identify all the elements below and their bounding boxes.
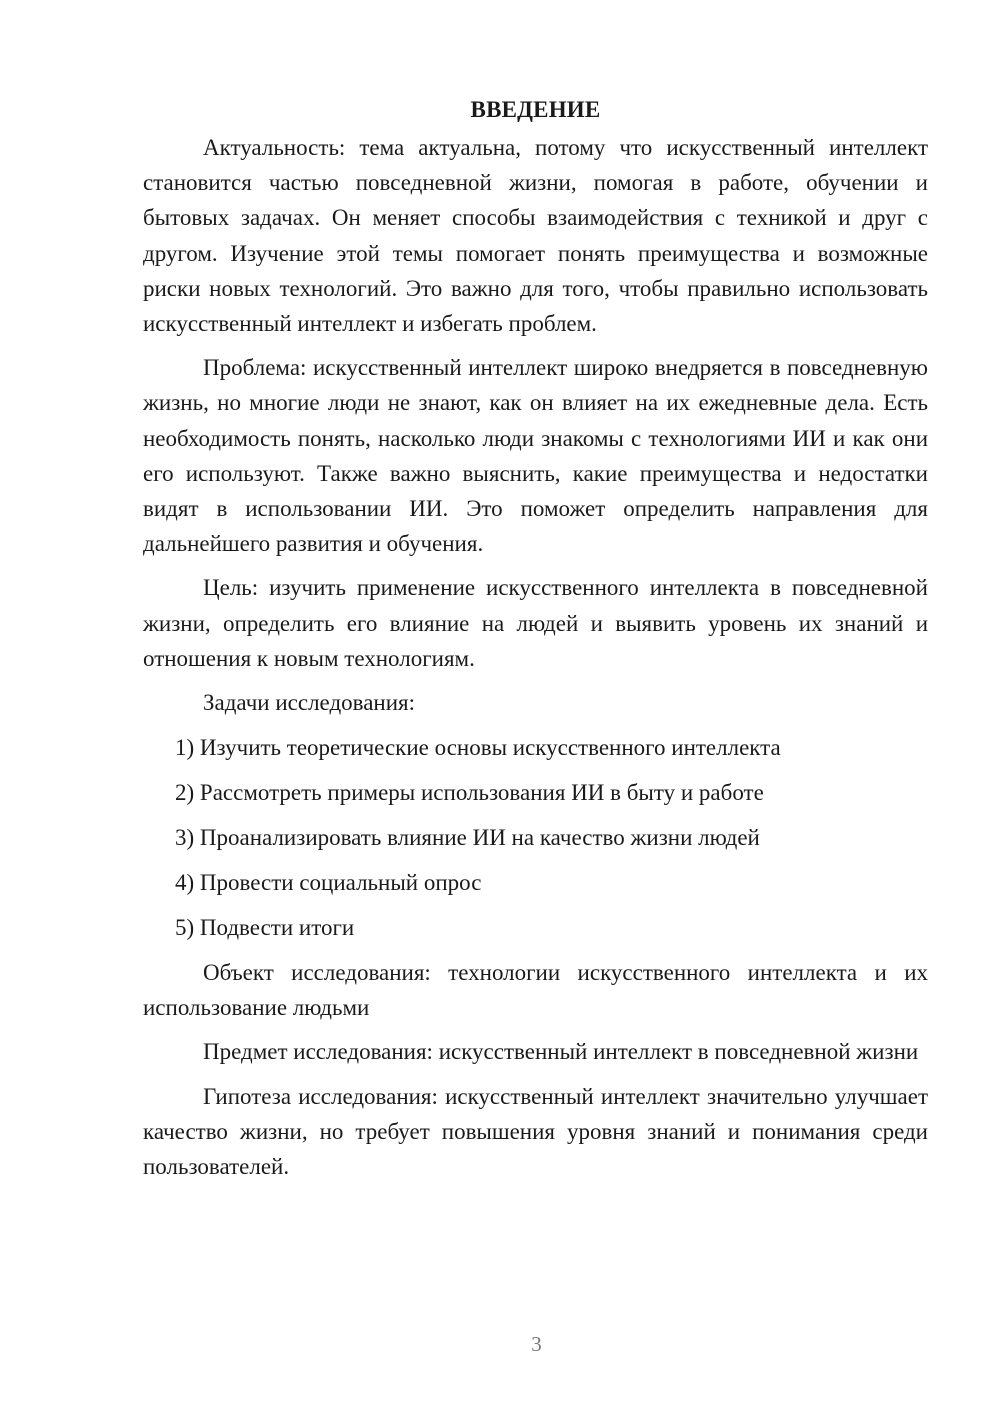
list-item: 2) Рассмотреть примеры использования ИИ в быту и работе	[175, 780, 764, 806]
list-item: 1) Изучить теоретические основы искусственного интеллекта	[175, 735, 781, 761]
subject-paragraph: Предмет исследования: искусственный интеллект в повседневной жизни	[203, 1039, 919, 1065]
problem-paragraph: Проблема: искусственный интеллект широко внедряется в повседневную жизнь, но многие люди не знают, как он влияет на их ежедневные дела. Есть необходимость понять, насколько люди знакомы с технологиями ИИ и как они его используют. Также важно выяснить, какие преимущества и недостатки видят в использовании ИИ. Это поможет определить направления для дальнейшего развития и обучения.	[143, 355, 928, 557]
object-paragraph: Объект исследования: технологии искусственного интеллекта и их использование людьми	[143, 960, 928, 1021]
list-item: 3) Проанализировать влияние ИИ на качество жизни людей	[175, 825, 760, 851]
page-number: 3	[531, 1332, 542, 1356]
tasks-list	[143, 730, 928, 945]
tasks-heading: Задачи исследования:	[203, 690, 416, 716]
hypothesis-paragraph: Гипотеза исследования: искусственный интеллект значительно улучшает качество жизни, но требует повышения уровня знаний и понимания среди пользователей.	[143, 1083, 928, 1180]
list-item: 5) Подвести итоги	[175, 915, 355, 941]
relevance-paragraph: Актуальность: тема актуальна, потому что искусственный интеллект становится частью повседневной жизни, помогая в работе, обучении и бытовых задачах. Он меняет способы взаимодействия с техникой и друг с другом. Изучение этой темы помогает понять преимущества и возможные риски новых технологий. Это важно для того, чтобы правильно использовать искусственный интеллект и избегать проблем.	[143, 135, 928, 337]
page-title: ВВЕДЕНИЕ	[470, 97, 601, 122]
list-item: 4) Провести социальный опрос	[175, 870, 482, 896]
document-page	[143, 92, 928, 1193]
goal-paragraph: Цель: изучить применение искусственного интеллекта в повседневной жизни, определить его влияние на людей и выявить уровень их знаний и отношения к новым технологиям.	[143, 575, 928, 671]
